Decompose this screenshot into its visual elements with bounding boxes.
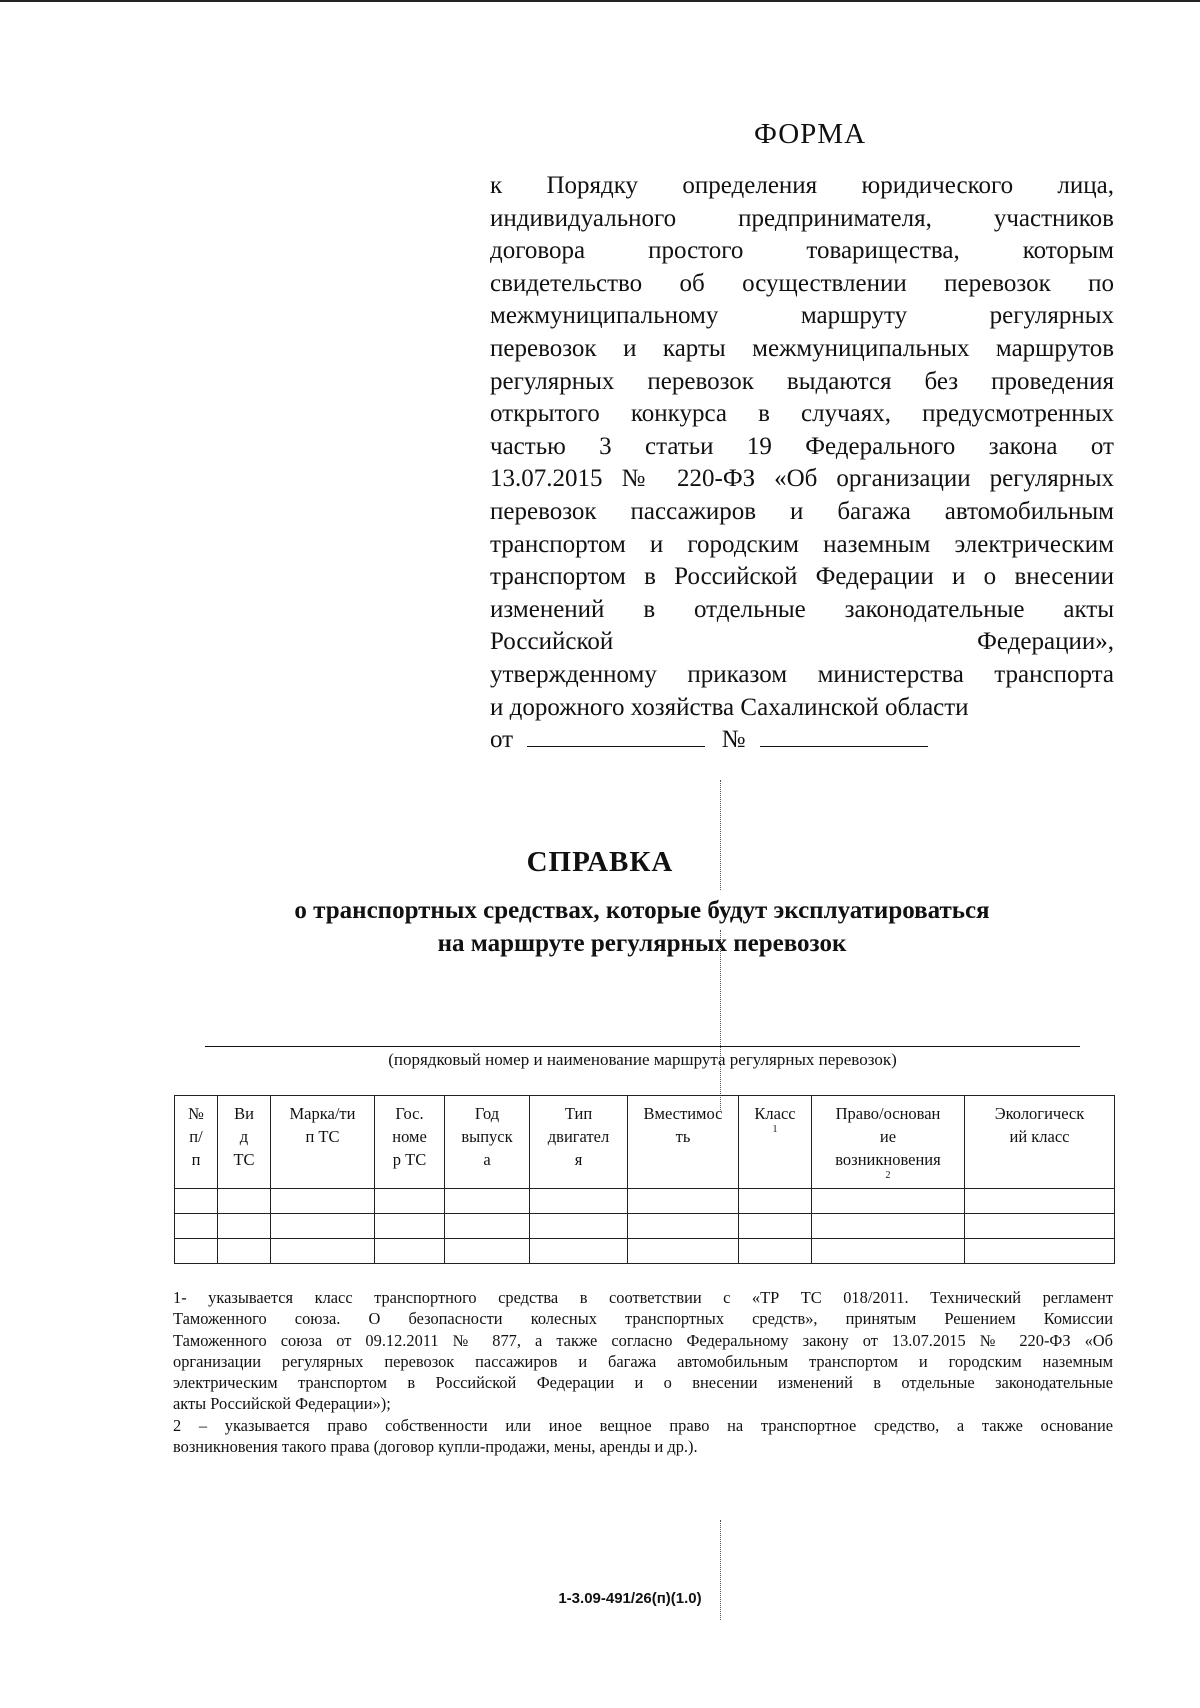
column-header-line: возникновения	[835, 1150, 941, 1169]
subtitle-line: о транспортных средствах, которые будут эксплуатироваться	[294, 897, 990, 924]
table-cell	[445, 1214, 530, 1239]
column-header	[375, 1096, 445, 1189]
column-header-line: а	[483, 1150, 491, 1169]
table-row	[175, 1189, 1115, 1214]
column-header-line: я	[574, 1150, 583, 1169]
footnote-marker: 2	[885, 1170, 891, 1181]
table-body	[175, 1189, 1115, 1264]
table-cell	[218, 1239, 271, 1264]
preamble-line: частью 3 статьи 19 Федерального закона от	[490, 432, 1114, 460]
footnote-line: 1- указывается класс транспортного средства в соответствии с «ТР ТС 018/2011. Технический регламент	[173, 1288, 1113, 1307]
order-reference	[490, 724, 928, 754]
column-header	[739, 1096, 812, 1189]
preamble-line: регулярных перевозок выдаются без проведения	[490, 367, 1114, 395]
route-caption: (порядковый номер и наименование маршрута регулярных перевозок)	[388, 1050, 897, 1069]
table-cell	[628, 1214, 739, 1239]
table-cell	[628, 1239, 739, 1264]
table-cell	[530, 1239, 628, 1264]
route-name-blank	[205, 1046, 1080, 1047]
column-header-line: Экологическ	[994, 1104, 1085, 1123]
preamble-line: и дорожного хозяйства Сахалинской области	[490, 693, 969, 721]
column-header-line: ТС	[233, 1150, 255, 1169]
column-header-line: Класс	[754, 1104, 796, 1123]
column-header-line: п/	[189, 1127, 203, 1146]
footnote-line: 2 – указывается право собственности или иное вещное право на транспортное средство, а также основание	[173, 1415, 1113, 1435]
preamble-line: транспортом и городским наземным электрическим	[490, 530, 1114, 558]
column-header	[271, 1096, 375, 1189]
preamble	[490, 170, 1114, 724]
document-code: 1-3.09-491/26(п)(1.0)	[558, 1590, 702, 1607]
preamble-line: к Порядку определения юридического лица,	[490, 172, 1114, 199]
table-cell	[175, 1189, 218, 1214]
table-cell	[445, 1189, 530, 1214]
table-cell	[965, 1239, 1115, 1264]
footnote-line: акты Российской Федерации»);	[173, 1394, 391, 1414]
document-title: СПРАВКА	[526, 846, 674, 878]
scan-top-edge	[0, 0, 1200, 2]
column-header-line: ть	[675, 1127, 691, 1146]
footnote-line: организации регулярных перевозок пассажиров и багажа автомобильным транспортом и городским наземным	[173, 1351, 1113, 1371]
subtitle-line: на маршруте регулярных перевозок	[437, 930, 847, 957]
column-header-line: ие	[879, 1127, 897, 1146]
table-cell	[739, 1239, 812, 1264]
column-header-line: Ви	[234, 1104, 254, 1123]
preamble-line: транспортом в Российской Федерации и о внесении	[490, 563, 1114, 591]
footnote-line: электрическим транспортом в Российской Федерации и о внесении изменений в отдельные законодательные	[173, 1373, 1113, 1393]
table-cell	[530, 1214, 628, 1239]
table-cell	[175, 1214, 218, 1239]
footnote-line: Таможенного союза от 09.12.2011 № 877, а также согласно Федеральному закону от 13.07.2015 № 220-ФЗ «Об	[173, 1330, 1113, 1350]
preamble-line: межмуниципальному маршруту регулярных	[490, 302, 1114, 330]
preamble-line: утвержденному приказом министерства транспорта	[490, 660, 1114, 688]
document-subtitle	[0, 894, 1200, 960]
footnote-line: Таможенного союза. О безопасности колесных транспортных средств», принятым Решением Комиссии	[173, 1309, 1113, 1329]
column-header-line: ий класс	[1009, 1127, 1070, 1146]
table-cell	[375, 1214, 445, 1239]
order-number-sign: №	[721, 726, 746, 753]
table-header-row	[175, 1096, 1115, 1189]
order-number-blank	[760, 724, 928, 747]
column-header	[628, 1096, 739, 1189]
order-date-prefix: от	[490, 726, 514, 753]
preamble-line: свидетельство об осуществлении перевозок по	[490, 269, 1114, 297]
column-header-line: р ТС	[392, 1150, 427, 1169]
order-date-blank	[527, 724, 705, 747]
table-row	[175, 1239, 1115, 1264]
column-header	[218, 1096, 271, 1189]
table-cell	[965, 1214, 1115, 1239]
preamble-line: перевозок пассажиров и багажа автомобильным	[490, 497, 1114, 525]
column-header-line: двигател	[547, 1127, 610, 1146]
preamble-line: изменений в отдельные законодательные акты	[490, 595, 1114, 623]
column-header	[965, 1096, 1115, 1189]
column-header-line: Марка/ти	[289, 1104, 356, 1123]
preamble-line: перевозок и карты межмуниципальных маршрутов	[490, 334, 1114, 362]
table-cell	[218, 1189, 271, 1214]
table-cell	[739, 1214, 812, 1239]
table-row	[175, 1214, 1115, 1239]
table-cell	[445, 1239, 530, 1264]
column-header	[445, 1096, 530, 1189]
column-header-line: выпуск	[461, 1127, 513, 1146]
column-header-line: п	[191, 1150, 201, 1169]
footnote-marker: 1	[772, 1124, 778, 1135]
form-label: ФОРМА	[753, 118, 867, 150]
table-cell	[628, 1189, 739, 1214]
column-header-line: д	[239, 1127, 249, 1146]
column-header-line: номе	[392, 1127, 427, 1146]
footnote-line: возникновения такого права (договор купли-продажи, мены, аренды и др.).	[173, 1437, 698, 1457]
table-cell	[218, 1214, 271, 1239]
preamble-line: открытого конкурса в случаях, предусмотренных	[490, 400, 1114, 428]
table-cell	[271, 1214, 375, 1239]
table-cell	[812, 1189, 965, 1214]
table-cell	[812, 1239, 965, 1264]
preamble-line: индивидуального предпринимателя, участников	[490, 204, 1114, 232]
column-header-line: Вместимос	[643, 1104, 723, 1123]
table-cell	[965, 1189, 1115, 1214]
table-cell	[375, 1239, 445, 1264]
column-header-line: п ТС	[305, 1127, 340, 1146]
column-header-line: Право/основан	[835, 1104, 941, 1123]
preamble-line: Российской Федерации»,	[490, 628, 1114, 656]
table-cell	[175, 1239, 218, 1264]
table-cell	[812, 1214, 965, 1239]
column-header-line: Год	[474, 1104, 500, 1123]
column-header	[530, 1096, 628, 1189]
preamble-line: 13.07.2015 № 220-ФЗ «Об организации регулярных	[490, 465, 1114, 493]
table-cell	[271, 1239, 375, 1264]
column-header	[175, 1096, 218, 1189]
table-cell	[530, 1189, 628, 1214]
table-cell	[375, 1189, 445, 1214]
column-header-line: Гос.	[395, 1104, 424, 1123]
column-header-line: Тип	[564, 1104, 593, 1123]
column-header-line: №	[188, 1104, 204, 1123]
column-header	[812, 1096, 965, 1189]
footnotes	[173, 1287, 1113, 1457]
preamble-line: договора простого товарищества, которым	[490, 237, 1114, 265]
table-cell	[739, 1189, 812, 1214]
vehicles-table	[174, 1095, 1115, 1264]
table-cell	[271, 1189, 375, 1214]
